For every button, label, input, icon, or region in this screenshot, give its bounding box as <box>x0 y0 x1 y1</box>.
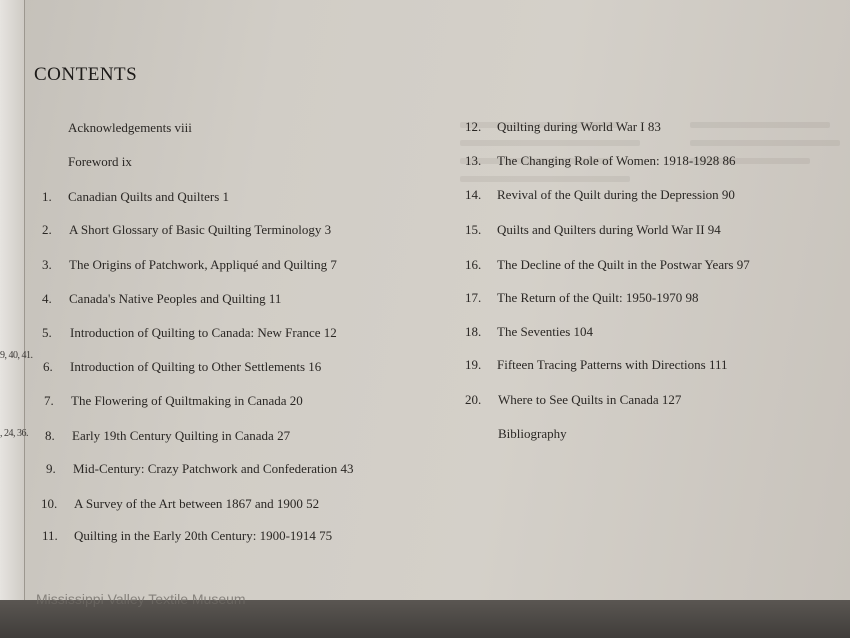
toc-entry-title: The Changing Role of Women: 1918-1928 86 <box>497 153 736 168</box>
toc-entry-number: 14. <box>465 187 482 202</box>
toc-entry-title: Foreword ix <box>68 154 132 169</box>
toc-entry-title: Acknowledgements viii <box>68 120 192 135</box>
toc-entry-title: The Origins of Patchwork, Appliqué and Quilting 7 <box>69 257 337 272</box>
toc-entry-title: Bibliography <box>498 426 567 441</box>
toc-entry-number: 7. <box>44 393 54 408</box>
toc-entry-title: Quilting in the Early 20th Century: 1900-1914 75 <box>74 528 333 543</box>
watermark: Mississippi Valley Textile Museum <box>36 591 246 607</box>
toc-entry-number: 20. <box>465 392 482 407</box>
previous-page-edge <box>0 0 33 606</box>
toc-entry-number: 10. <box>41 496 58 511</box>
toc-entry-title: Fifteen Tracing Patterns with Directions 111 <box>497 357 728 372</box>
toc-entry-number: 1. <box>42 189 52 204</box>
toc-entry-number: 19. <box>465 357 482 372</box>
toc-entry-number: 17. <box>465 290 482 305</box>
toc-entry-number: 5. <box>42 325 52 340</box>
toc-entry-number: 12. <box>465 119 482 134</box>
toc-entry-title: The Decline of the Quilt in the Postwar Years 97 <box>497 257 750 272</box>
toc-entry-title: Introduction of Quilting to Other Settlements 16 <box>70 359 322 374</box>
toc-entry-title: Quilting during World War I 83 <box>497 119 661 134</box>
toc-entry-number: 3. <box>42 257 52 272</box>
contents-heading: CONTENTS <box>34 64 138 85</box>
toc-entry-number: 11. <box>42 528 58 543</box>
toc-entry-number: 13. <box>465 153 482 168</box>
toc-entry-title: Revival of the Quilt during the Depression 90 <box>497 187 735 202</box>
toc-entry-title: Canadian Quilts and Quilters 1 <box>68 189 230 204</box>
toc-entry-title: The Return of the Quilt: 1950-1970 98 <box>497 290 699 305</box>
toc-entry-number: 6. <box>43 359 53 374</box>
toc-entry-title: Canada's Native Peoples and Quilting 11 <box>69 291 282 306</box>
toc-entry-number: 9. <box>46 461 56 476</box>
toc-entry-title: A Short Glossary of Basic Quilting Terminology 3 <box>69 222 332 237</box>
toc-entry-title: Quilts and Quilters during World War II 94 <box>497 222 721 237</box>
margin-note: , 24, 36. <box>0 428 28 439</box>
margin-note: 9, 40, 41. <box>0 350 33 361</box>
toc-entry-number: 16. <box>465 257 482 272</box>
toc-entry-number: 4. <box>42 291 52 306</box>
toc-entry-title: Mid-Century: Crazy Patchwork and Confederation 43 <box>73 461 354 476</box>
toc-entry-number: 2. <box>42 222 52 237</box>
toc-entry-title: Introduction of Quilting to Canada: New France 12 <box>70 325 337 340</box>
toc-entry-title: Early 19th Century Quilting in Canada 27 <box>72 428 291 443</box>
toc-entry-number: 15. <box>465 222 482 237</box>
toc-entry-title: A Survey of the Art between 1867 and 1900 52 <box>74 496 320 511</box>
toc-entry-title: The Flowering of Quiltmaking in Canada 20 <box>71 393 303 408</box>
toc-entry-title: Where to See Quilts in Canada 127 <box>498 392 682 407</box>
toc-entry-number: 8. <box>45 428 55 443</box>
toc-entry-title: The Seventies 104 <box>497 324 594 339</box>
toc-entry-number: 18. <box>465 324 482 339</box>
